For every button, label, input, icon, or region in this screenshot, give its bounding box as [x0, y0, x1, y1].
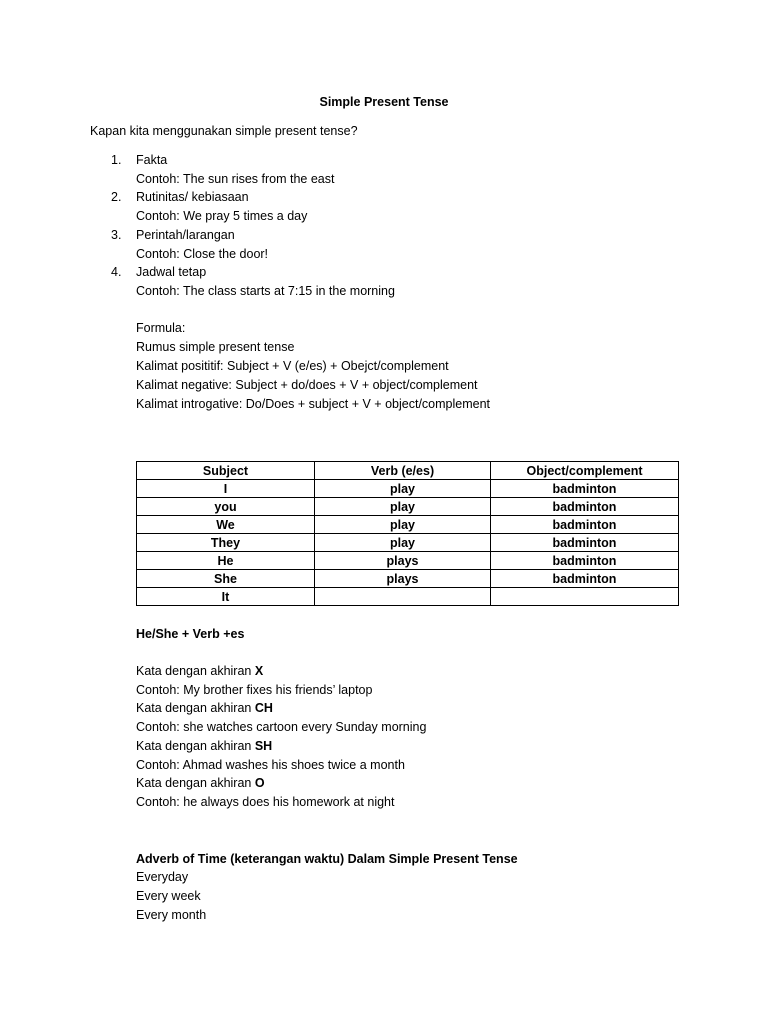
adverb-item: Every month — [136, 908, 207, 922]
use-label: Rutinitas/ kebiasaan — [136, 190, 249, 204]
use-label: Perintah/larangan — [136, 228, 235, 242]
subject-cell: It — [137, 588, 315, 606]
table-header-row — [137, 462, 679, 480]
use-example: Contoh: We pray 5 times a day — [136, 209, 308, 223]
column-header: Object/complement — [491, 462, 679, 480]
ending-prefix: Kata dengan akhiran — [136, 664, 255, 678]
object-cell: badminton — [491, 516, 679, 534]
formula-subheading: Rumus simple present tense — [136, 340, 295, 354]
adverb-item: Every week — [136, 889, 201, 903]
formula-heading: Formula: — [136, 321, 186, 335]
column-header: Verb (e/es) — [315, 462, 491, 480]
list-number: 1. — [111, 153, 122, 167]
list-number: 2. — [111, 190, 122, 204]
list-number: 4. — [111, 265, 122, 279]
ending-line — [136, 662, 263, 680]
ending-example: Contoh: he always does his homework at night — [136, 795, 395, 809]
object-cell: badminton — [491, 570, 679, 588]
subject-cell: They — [137, 534, 315, 552]
verb-cell: plays — [315, 570, 491, 588]
verb-cell: play — [315, 498, 491, 516]
use-example: Contoh: Close the door! — [136, 247, 269, 261]
intro-question: Kapan kita menggunakan simple present tense? — [90, 124, 358, 138]
verb-cell: play — [315, 480, 491, 498]
object-cell: badminton — [491, 534, 679, 552]
verb-cell: play — [315, 516, 491, 534]
ending-letters: O — [254, 776, 265, 790]
table-row — [137, 498, 679, 516]
object-cell: badminton — [491, 498, 679, 516]
subject-cell: I — [137, 480, 315, 498]
verb-cell — [315, 588, 491, 606]
ending-example: Contoh: Ahmad washes his shoes twice a month — [136, 758, 405, 772]
ending-prefix: Kata dengan akhiran — [136, 701, 255, 715]
ending-line — [136, 737, 272, 755]
verb-es-rule: He/She + Verb +es — [136, 627, 245, 641]
use-label: Fakta — [136, 153, 168, 167]
table-row — [137, 570, 679, 588]
verb-cell: play — [315, 534, 491, 552]
table-row — [137, 516, 679, 534]
table-row — [137, 480, 679, 498]
table-row — [137, 588, 679, 606]
page-title: Simple Present Tense — [319, 95, 449, 109]
ending-letters: CH — [254, 701, 273, 715]
list-number: 3. — [111, 228, 122, 242]
formula-positive: Kalimat posititif: Subject + V (e/es) + Obejct/complement — [136, 359, 449, 373]
ending-line — [136, 774, 265, 792]
table-row — [137, 534, 679, 552]
object-cell — [491, 588, 679, 606]
object-cell: badminton — [491, 480, 679, 498]
ending-example: Contoh: she watches cartoon every Sunday morning — [136, 720, 427, 734]
ending-letters: X — [254, 664, 264, 678]
use-example: Contoh: The sun rises from the east — [136, 172, 335, 186]
subject-cell: We — [137, 516, 315, 534]
ending-line — [136, 699, 273, 717]
adverb-item: Everyday — [136, 870, 189, 884]
ending-prefix: Kata dengan akhiran — [136, 739, 255, 753]
ending-prefix: Kata dengan akhiran — [136, 776, 255, 790]
subject-cell: you — [137, 498, 315, 516]
adverb-heading: Adverb of Time (keterangan waktu) Dalam Simple Present Tense — [136, 852, 518, 866]
table-row — [137, 552, 679, 570]
column-header: Subject — [137, 462, 315, 480]
formula-negative: Kalimat negative: Subject + do/does + V + object/complement — [136, 378, 478, 392]
object-cell: badminton — [491, 552, 679, 570]
subject-cell: She — [137, 570, 315, 588]
use-example: Contoh: The class starts at 7:15 in the morning — [136, 284, 395, 298]
subject-cell: He — [137, 552, 315, 570]
use-label: Jadwal tetap — [136, 265, 207, 279]
verb-cell: plays — [315, 552, 491, 570]
formula-interrogative: Kalimat introgative: Do/Does + subject + V + object/complement — [136, 397, 490, 411]
ending-letters: SH — [254, 739, 273, 753]
ending-example: Contoh: My brother fixes his friends’ laptop — [136, 683, 373, 697]
conjugation-table — [136, 461, 679, 606]
